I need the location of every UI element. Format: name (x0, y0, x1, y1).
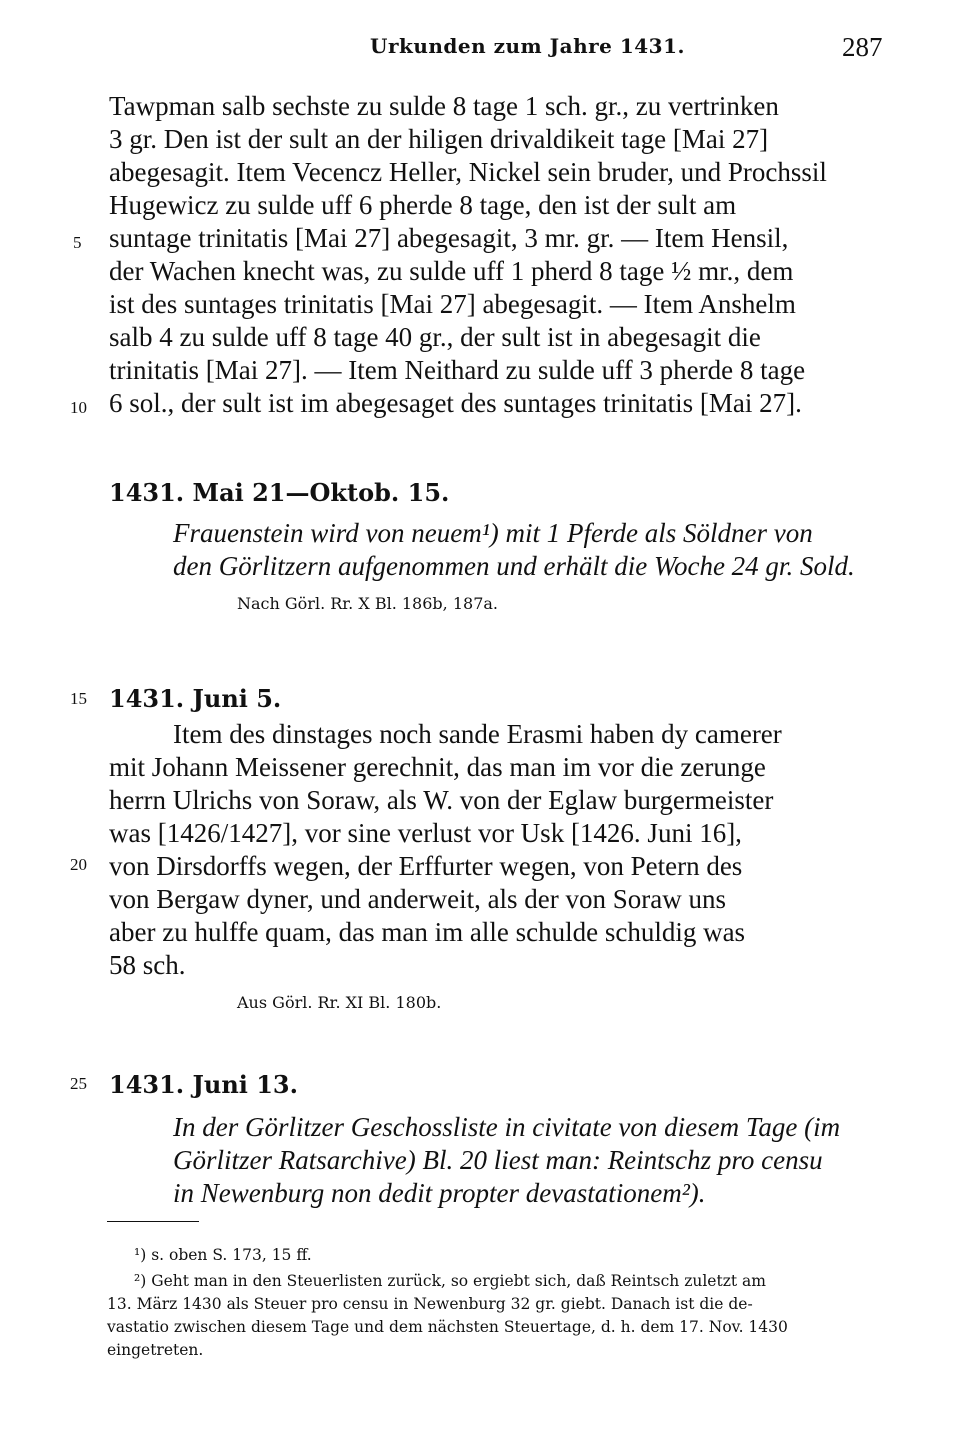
line-number: 10 (70, 398, 87, 417)
text-line: mit Johann Meissener gerechnit, das man im vor die zerunge (109, 752, 766, 782)
text-line: der Wachen knecht was, zu sulde uff 1 pherd 8 tage ½ mr., dem (109, 256, 794, 286)
line-number: 15 (70, 689, 87, 708)
source-reference: Aus Görl. Rr. XI Bl. 180b. (237, 993, 442, 1012)
text-line: trinitatis [Mai 27]. — Item Neithard zu sulde uff 3 pherde 8 tage (109, 355, 806, 385)
footnote-continuation: eingetreten. (107, 1341, 204, 1359)
text-line: suntage trinitatis [Mai 27] abegesagit, 3 mr. gr. — Item Hensil, (109, 223, 789, 253)
line-number: 25 (70, 1074, 87, 1093)
text-line: 3 gr. Den ist der sult an der hiligen drivaldikeit tage [Mai 27] (109, 124, 769, 154)
text-line: von Bergaw dyner, und anderweit, als der von Soraw uns (109, 884, 727, 914)
text-line: salb 4 zu sulde uff 8 tage 40 gr., der sult ist in abegesagit die (109, 322, 761, 352)
entry-summary-line: den Görlitzern aufgenommen und erhält die Woche 24 gr. Sold. (173, 551, 855, 581)
line-number: 5 (73, 233, 82, 252)
entry-heading: 1431. Mai 21—Oktob. 15. (109, 478, 450, 507)
text-line: Item des dinstages noch sande Erasmi haben dy camerer (173, 719, 782, 749)
entry-summary-line: Frauenstein wird von neuem¹) mit 1 Pferde als Söldner von (173, 518, 813, 548)
page-number: 287 (842, 32, 883, 62)
footnote-continuation: 13. März 1430 als Steuer pro censu in Newenburg 32 gr. giebt. Danach ist die de- (107, 1295, 753, 1313)
line-number: 20 (70, 855, 87, 874)
running-title: Urkunden zum Jahre 1431. (370, 34, 685, 58)
entry-heading: 1431. Juni 13. (109, 1070, 298, 1099)
entry-heading: 1431. Juni 5. (109, 684, 282, 713)
source-reference: Nach Görl. Rr. X Bl. 186b, 187a. (237, 594, 498, 613)
text-line: Tawpman salb sechste zu sulde 8 tage 1 sch. gr., zu vertrinken (109, 91, 779, 121)
text-line: abegesagit. Item Vecencz Heller, Nickel sein bruder, und Prochssil (109, 157, 827, 187)
text-line: aber zu hulffe quam, das man im alle schulde schuldig was (109, 917, 746, 947)
entry-summary-line: in Newenburg non dedit propter devastationem²). (173, 1178, 706, 1208)
text-line: 58 sch. (109, 950, 186, 980)
footnote-divider (107, 1221, 199, 1222)
text-line: was [1426/1427], vor sine verlust vor Usk [1426. Juni 16], (109, 818, 742, 848)
page-header (0, 34, 960, 68)
entry-summary-line: In der Görlitzer Geschossliste in civitate von diesem Tage (im (173, 1112, 841, 1142)
text-line: ist des suntages trinitatis [Mai 27] abegesagit. — Item Anshelm (109, 289, 796, 319)
footnote-continuation: vastatio zwischen diesem Tage und dem nächsten Steuertage, d. h. dem 17. Nov. 1430 (107, 1318, 788, 1336)
text-line: von Dirsdorffs wegen, der Erffurter wegen, von Petern des (109, 851, 743, 881)
footnote: ¹) s. oben S. 173, 15 ff. (134, 1246, 312, 1264)
text-line: 6 sol., der sult ist im abegesaget des suntages trinitatis [Mai 27]. (109, 388, 802, 418)
footnote: ²) Geht man in den Steuerlisten zurück, so ergiebt sich, daß Reintsch zuletzt am (134, 1272, 766, 1290)
text-line: Hugewicz zu sulde uff 6 pherde 8 tage, den ist der sult am (109, 190, 737, 220)
entry-summary-line: Görlitzer Ratsarchive) Bl. 20 liest man: Reintschz pro censu (173, 1145, 823, 1175)
text-line: herrn Ulrichs von Soraw, als W. von der Eglaw burgermeister (109, 785, 774, 815)
